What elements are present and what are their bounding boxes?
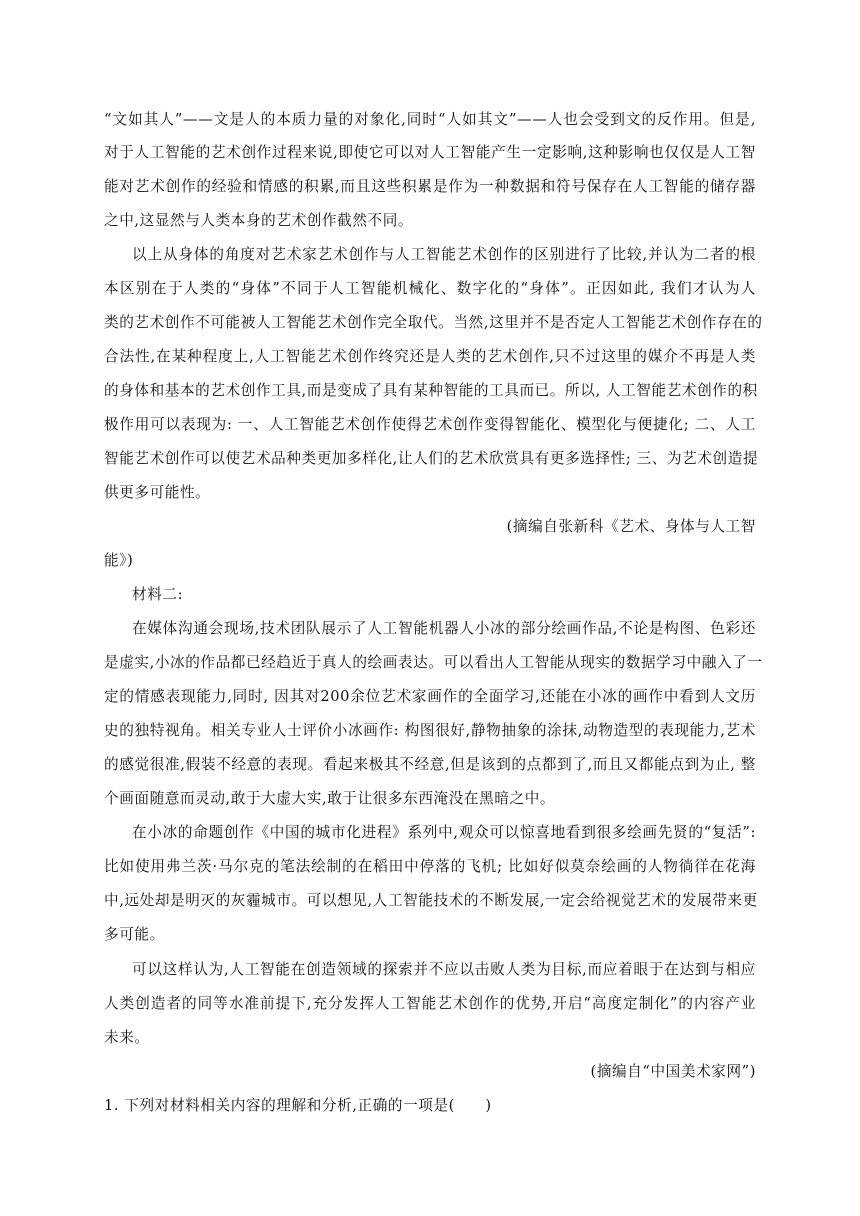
- para2-line: 供更多可能性。: [104, 484, 211, 501]
- para3-line: 是虚实,小冰的作品都已经趋近于真人的绘画表达。可以看出人工智能从现实的数据学习中融入了一: [104, 654, 763, 671]
- para4-line: 中,远处却是明灭的灰霾城市。可以想见,人工智能技术的不断发展,一定会给视觉艺术的发展带来更: [104, 892, 758, 909]
- para5-line: 未来。: [104, 1029, 150, 1046]
- para1-line: 能对艺术创作的经验和情感的积累,而且这些积累是作为一种数据和符号保存在人工智能的储存器: [104, 178, 756, 195]
- para2-line: 合法性,在某种程度上,人工智能艺术创作终究还是人类的艺术创作,只不过这里的媒介不再是人类: [104, 348, 756, 365]
- para3-line: 定的情感表现能力,同时, 因其对200余位艺术家画作的全面学习,还能在小冰的画作中看到人文历: [104, 688, 756, 705]
- para5-line: 可以这样认为,人工智能在创造领域的探索并不应以击败人类为目标,而应着眼于在达到与相应: [132, 961, 756, 978]
- para4-line: 在小冰的命题创作《中国的城市化进程》系列中,观众可以惊喜地看到很多绘画先贤的“复活”:: [132, 824, 756, 841]
- source-citation: (摘编自张新科《艺术、身体与人工智: [506, 518, 756, 535]
- para3-line: 的感觉很准,假装不经意的表现。看起来极其不经意,但是该到的点都到了,而且又都能点到为止, 整: [104, 756, 756, 773]
- para4-line: 多可能。: [104, 926, 165, 943]
- para3-line: 史的独特视角。相关专业人士评价小冰画作: 构图很好,静物抽象的涂抹,动物造型的表现能力,艺术: [104, 722, 756, 739]
- para1-line: “文如其人”——文是人的本质力量的对象化,同时“人如其文”——人也会受到文的反作用。但是,: [104, 111, 756, 128]
- para2-line: 极作用可以表现为: 一、人工智能艺术创作使得艺术创作变得智能化、模型化与便捷化; 二、人工: [104, 416, 756, 433]
- para3-line: 在媒体沟通会现场,技术团队展示了人工智能机器人小冰的部分绘画作品,不论是构图、色彩还: [132, 620, 756, 637]
- para3-line: 个画面随意而灵动,敢于大虚大实,敢于让很多东西淹没在黑暗之中。: [104, 790, 556, 807]
- para1-line: 对于人工智能的艺术创作过程来说,即使它可以对人工智能产生一定影响,这种影响也仅仅是人工智: [104, 144, 756, 161]
- para2-line: 的身体和基本的艺术创作工具,而是变成了具有某种智能的工具而已。所以, 人工智能艺术创作的积: [104, 382, 758, 399]
- para2-line: 类的艺术创作不可能被人工智能艺术创作完全取代。当然,这里并不是否定人工智能艺术创作存在的: [104, 314, 763, 331]
- para1-line: 之中,这显然与人类本身的艺术创作截然不同。: [104, 212, 414, 229]
- para2-line: 智能艺术创作可以使艺术品种类更加多样化,让人们的艺术欣赏具有更多选择性; 三、为艺术创造提: [104, 450, 759, 467]
- question-item: 1. 下列对材料相关内容的理解和分析,正确的一项是( ): [104, 1097, 492, 1114]
- material-heading: 材料二:: [132, 586, 184, 603]
- source-citation: (摘编自“中国美术家网”): [590, 1063, 756, 1080]
- para2-line: 本区别在于人类的“身体”不同于人工智能机械化、数字化的“身体”。正因如此, 我们才认为人: [104, 280, 756, 297]
- para4-line: 比如使用弗兰茨·马尔克的笔法绘制的在稻田中停落的飞机; 比如好似莫奈绘画的人物徜徉在花海: [104, 858, 756, 875]
- para2-line: 以上从身体的角度对艺术家艺术创作与人工智能艺术创作的区别进行了比较,并认为二者的根: [132, 246, 756, 263]
- para5-line: 人类创造者的同等水准前提下,充分发挥人工智能艺术创作的优势,开启“高度定制化”的内容产业: [104, 995, 756, 1012]
- source-citation-cont: 能》): [104, 552, 134, 569]
